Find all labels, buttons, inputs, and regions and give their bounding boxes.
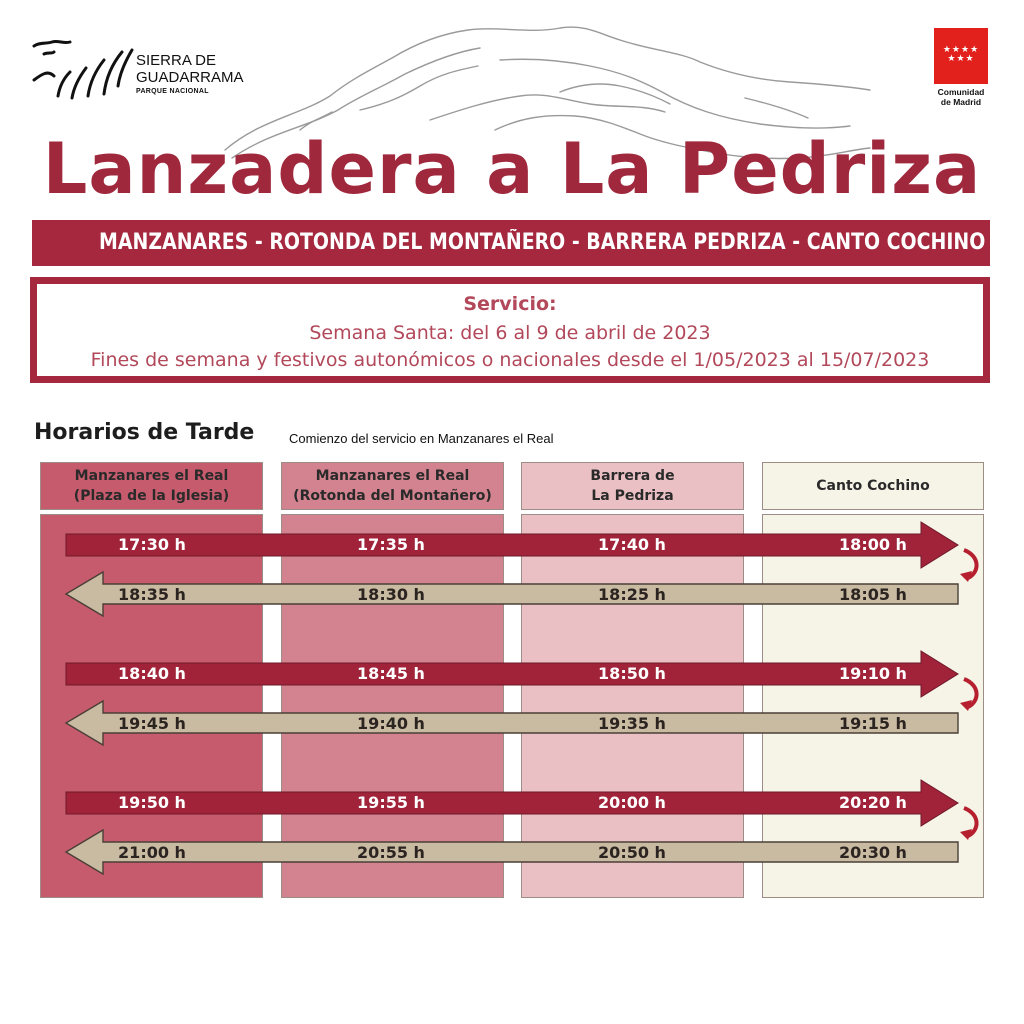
return-time: 18:05 h [839, 585, 907, 604]
return-time: 20:50 h [598, 843, 666, 862]
stop-header-line2: La Pedriza [591, 488, 674, 504]
departure-time: 17:35 h [357, 535, 425, 554]
return-time: 18:35 h [118, 585, 186, 604]
service-line-1: Semana Santa: del 6 al 9 de abril de 2023 [309, 322, 711, 344]
stop-header-line1: Barrera de [590, 468, 675, 484]
arrival-time: 18:00 h [839, 535, 907, 554]
return-time: 19:15 h [839, 714, 907, 733]
park-logo-line2: GUADARRAMA [136, 69, 244, 86]
departure-time: 18:50 h [598, 664, 666, 683]
return-time: 20:30 h [839, 843, 907, 862]
section-subtitle: Comienzo del servicio en Manzanares el Real [289, 431, 554, 446]
section-title: Horarios de Tarde [34, 420, 255, 445]
return-time: 19:35 h [598, 714, 666, 733]
stop-header-line2: (Plaza de la Iglesia) [73, 488, 230, 504]
stars-icon: ★★★★ ★★★ [942, 45, 980, 64]
return-time: 19:45 h [118, 714, 186, 733]
departure-time: 17:30 h [118, 535, 186, 554]
service-line-2: Fines de semana y festivos autonómicos o nacionales desde el 1/05/2023 al 15/07/2023 [90, 349, 930, 371]
departure-time: 19:55 h [357, 793, 425, 812]
region-logo-line2: de Madrid [940, 97, 982, 107]
stop-header-line1: Manzanares el Real [74, 468, 229, 484]
route-text: MANZANARES - ROTONDA DEL MONTAÑERO - BARRERA PEDRIZA - CANTO COCHINO [99, 230, 986, 255]
departure-time: 20:00 h [598, 793, 666, 812]
park-logo-line1: SIERRA DE [136, 52, 217, 69]
stop-header-line1: Canto Cochino [816, 478, 930, 494]
return-time: 20:55 h [357, 843, 425, 862]
region-logo-line1: Comunidad [937, 87, 985, 97]
return-time: 21:00 h [118, 843, 186, 862]
stop-header-line2: (Rotonda del Montañero) [293, 488, 492, 504]
arrival-time: 20:20 h [839, 793, 907, 812]
park-logo-line3: PARQUE NACIONAL [136, 88, 209, 95]
service-title: Servicio: [463, 293, 557, 315]
departure-time: 17:40 h [598, 535, 666, 554]
arrival-time: 19:10 h [839, 664, 907, 683]
page-title: Lanzadera a La Pedriza [42, 128, 982, 210]
departure-time: 18:40 h [118, 664, 186, 683]
return-time: 19:40 h [357, 714, 425, 733]
return-time: 18:25 h [598, 585, 666, 604]
departure-time: 19:50 h [118, 793, 186, 812]
stop-header-line1: Manzanares el Real [315, 468, 470, 484]
departure-time: 18:45 h [357, 664, 425, 683]
return-time: 18:30 h [357, 585, 425, 604]
